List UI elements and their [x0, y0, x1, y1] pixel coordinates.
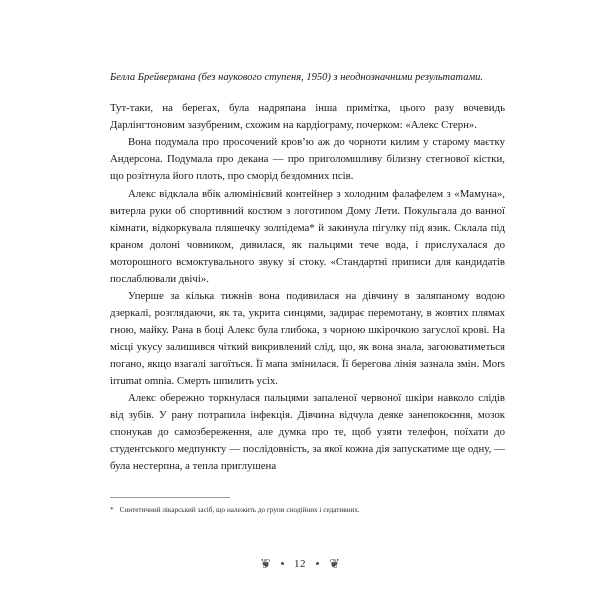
- paragraph: Алекс відклала вбік алюмінієвий контейнер з холодним фалафелем з «Мамуна», витерла руки об спортивний костюм з логотипом Дому Лети. Покульгала до ванної кімнати, відкоркувала пляшечку золпідема* й закинула пігулку під язик. Склала під краном долоні човником, дивилася, як пальцями тече вода, і прислухалася до моторошного всмоктувального звуку зі стоку. «Стандартні приписи для кандидатів послаблювали двічі».: [110, 187, 505, 285]
- footnote-text: Синтетичний лікарський засіб, що належить до групи снодійних і седативних.: [119, 506, 360, 515]
- ornament-left-icon: ❦: [260, 556, 271, 571]
- ornament-dot-icon: [281, 562, 284, 565]
- paragraph: Тут-таки, на берегах, була надряпана інша примітка, цього разу вочевидь Дарлінгтоновим зазубреним, схожим на кардіограму, почерком: «Алекс Стерн».: [110, 102, 505, 132]
- footnote-marker: *: [110, 506, 114, 515]
- page-folio: [0, 557, 600, 570]
- footnote-separator: [110, 497, 230, 498]
- paragraph: Вона подумала про просочений кров’ю аж до чорноти килим у старому маєтку Андерсона. Подумала про декана — про приголомшливу білизну стегнової кістки, що розітнула його плоть, про сморід бездомних псів.: [110, 136, 505, 183]
- ornament-right-icon: ❦: [329, 556, 340, 571]
- paragraph: Алекс обережно торкнулася пальцями запаленої червоної шкіри навколо слідів від зубів. У рану потрапила інфекція. Дівчина відчула деяке занепокоєння, мозок спонукав до самозбереження, але думка про те, щоб узяти телефон, поїхати до студентського медпункту — послідовність, за якої кожна дія запускатиме ще одну, — була нестерпна, а тепла приглушена: [110, 392, 505, 473]
- page-number: 12: [294, 557, 306, 570]
- footnote: [110, 505, 505, 515]
- body-text: [110, 100, 505, 475]
- ornament-dot-icon: [316, 562, 319, 565]
- paragraph: Уперше за кілька тижнів вона подивилася на дівчину в заляпаному водою дзеркалі, розглядаючи, як та, укрита синцями, задирає перемотану, в жовтих плямах гною, майку. Рана в боці Алекс була глибока, з чорною шкірочкою загуслої крові. На місці укусу залишився чіткий викривлений слід, що, як вона знала, загоюватиметься погано, якщо взагалі загоїться. Її мапа змінилася. Її берегова лінія зазнала змін. Mors irrumat omnia. Смерть шпилить усіх.: [110, 289, 505, 388]
- epigraph-text: Белла Брейвермана (без наукового ступеня, 1950) з неоднозначними результатами.: [110, 72, 484, 83]
